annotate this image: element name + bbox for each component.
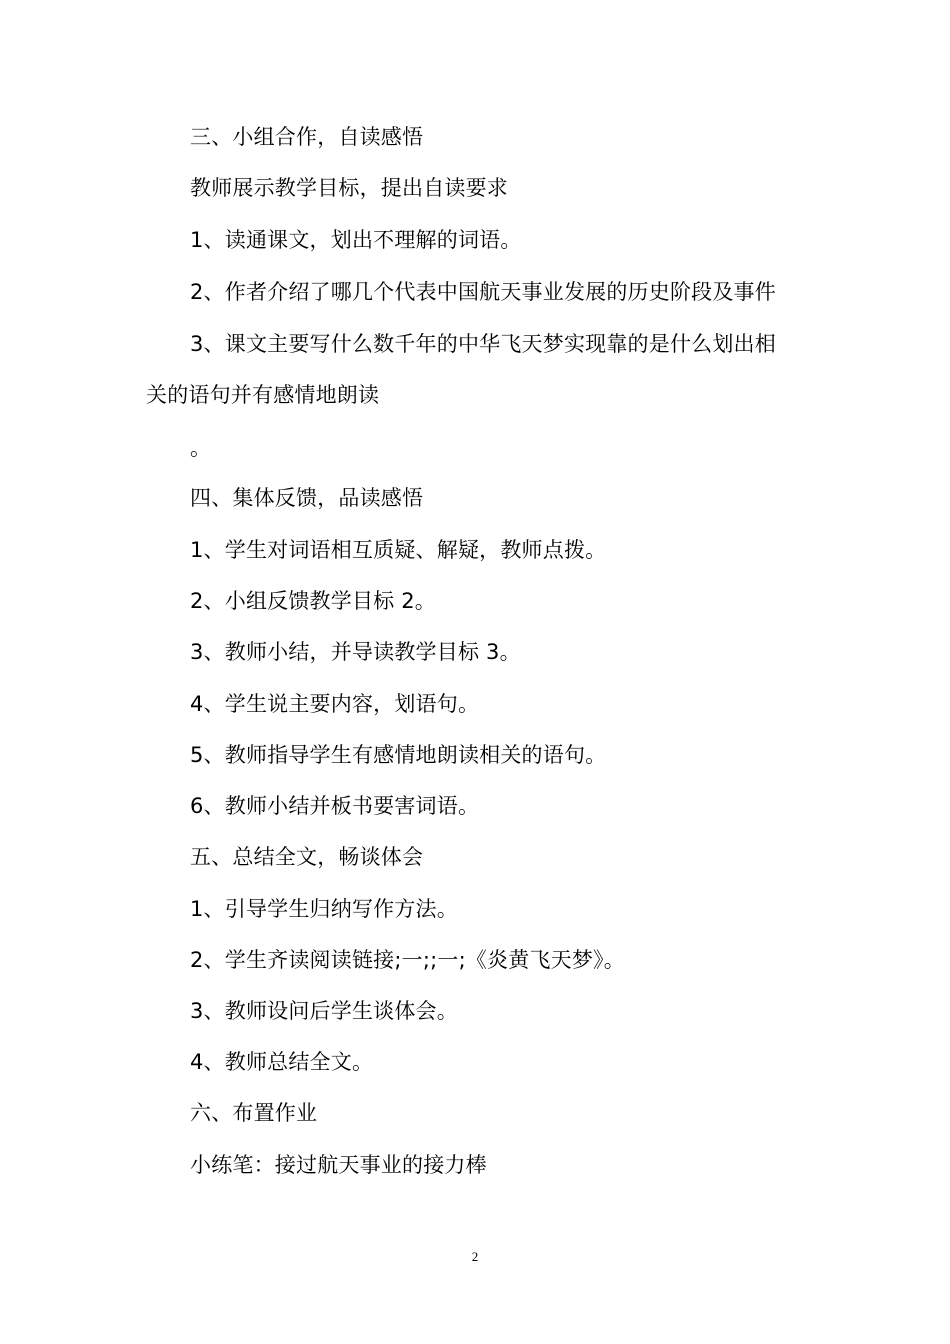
list-item: 1、引导学生归纳写作方法。 [190,897,458,921]
section-heading-three: 三、小组合作，自读感悟 [190,125,424,149]
punctuation-line: 。 [190,436,212,460]
list-item: 1、学生对词语相互质疑、解疑，教师点拨。 [190,538,607,562]
section-heading-four: 四、集体反馈，品读感悟 [190,486,424,510]
paragraph-line: 小练笔：接过航天事业的接力棒 [190,1153,487,1177]
list-item: 4、教师总结全文。 [190,1050,374,1074]
list-item: 2、学生齐读阅读链接;一;;一;《炎黄飞天梦》。 [190,948,625,972]
list-item-continuation: 关的语句并有感情地朗读 [146,383,380,407]
list-item: 2、小组反馈教学目标 2。 [190,589,436,613]
list-item: 4、学生说主要内容，划语句。 [190,692,480,716]
list-item: 6、教师小结并板书要害词语。 [190,794,480,818]
list-item: 3、教师小结，并导读教学目标 3。 [190,640,521,664]
list-item: 2、作者介绍了哪几个代表中国航天事业发展的历史阶段及事件 [190,280,776,304]
list-item: 1、读通课文，划出不理解的词语。 [190,228,522,252]
section-heading-six: 六、布置作业 [190,1101,318,1125]
page-number: 2 [471,1249,479,1264]
section-heading-five: 五、总结全文，畅谈体会 [190,845,424,869]
paragraph-line: 教师展示教学目标，提出自读要求 [190,176,508,200]
list-item: 3、课文主要写什么数千年的中华飞天梦实现靠的是什么划出相 [190,332,776,356]
list-item: 3、教师设问后学生谈体会。 [190,999,458,1023]
list-item: 5、教师指导学生有感情地朗读相关的语句。 [190,743,607,767]
